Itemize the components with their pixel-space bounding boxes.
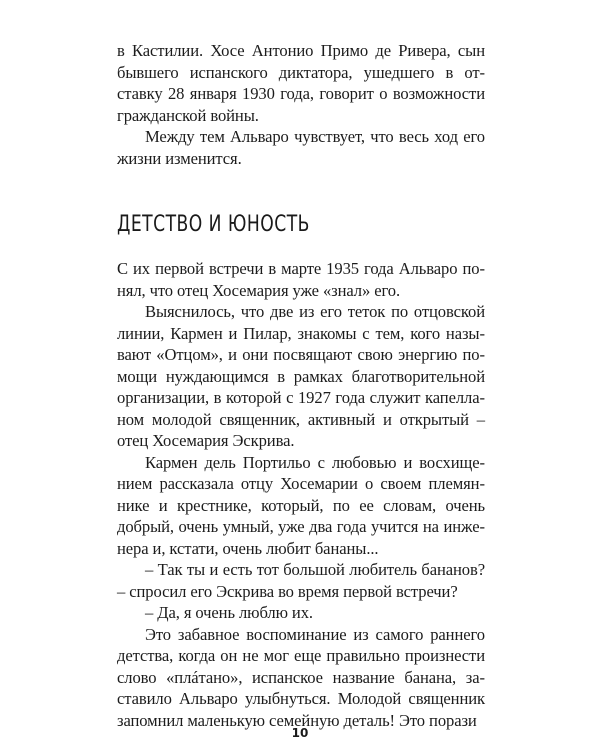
- paragraph: Это забавное воспоминание из самого раннего детства, когда он не мог еще правильно произнести слово «плáтано», испанское название банана, заставило Альваро улыбнуться. Молодой священник запомнил маленькую семейную деталь! Это порази: [117, 624, 485, 730]
- paragraph-first: С их первой встречи в марте 1935 года Альваро понял, что отец Хосемария уже «знал» его.: [117, 259, 485, 300]
- section-body: [117, 258, 485, 731]
- paragraph-continued: в Кастилии. Хосе Антонио Примо де Ривера, сын бывшего испанского диктатора, ушедшего в отставку 28 января 1930 года, говорит о возможности гражданской войны.: [117, 41, 485, 125]
- paragraph: Выяснилось, что две из его теток по отцовской линии, Кармен и Пилар, знакомы с тем, кого называют «Отцом», и они посвящают свою энергию помощи нуждающимся в рамках благотворительной организации, в которой с 1927 года служит капелланом молодой священник, активный и открытый – отец Хосемария Эскрива.: [117, 302, 485, 450]
- dialogue-line: – Так ты и есть тот большой любитель бананов? – спросил его Эскрива во время первой встречи?: [117, 560, 485, 601]
- page-number: 10: [291, 726, 309, 740]
- paragraph: Кармен дель Портильо с любовью и восхищением рассказала отцу Хосемарии о своем племяннике и крестнике, который, по ее словам, очень добрый, очень умный, уже два года учится на инженера и, кстати, очень любит бананы...: [117, 452, 485, 558]
- continued-text: [117, 40, 485, 169]
- dialogue-line: – Да, я очень люблю их.: [145, 603, 313, 622]
- paragraph: Между тем Альваро чувствует, что весь ход его жизни изменится.: [117, 127, 485, 168]
- section-heading: ДЕТСТВО И ЮНОСТЬ: [117, 212, 310, 237]
